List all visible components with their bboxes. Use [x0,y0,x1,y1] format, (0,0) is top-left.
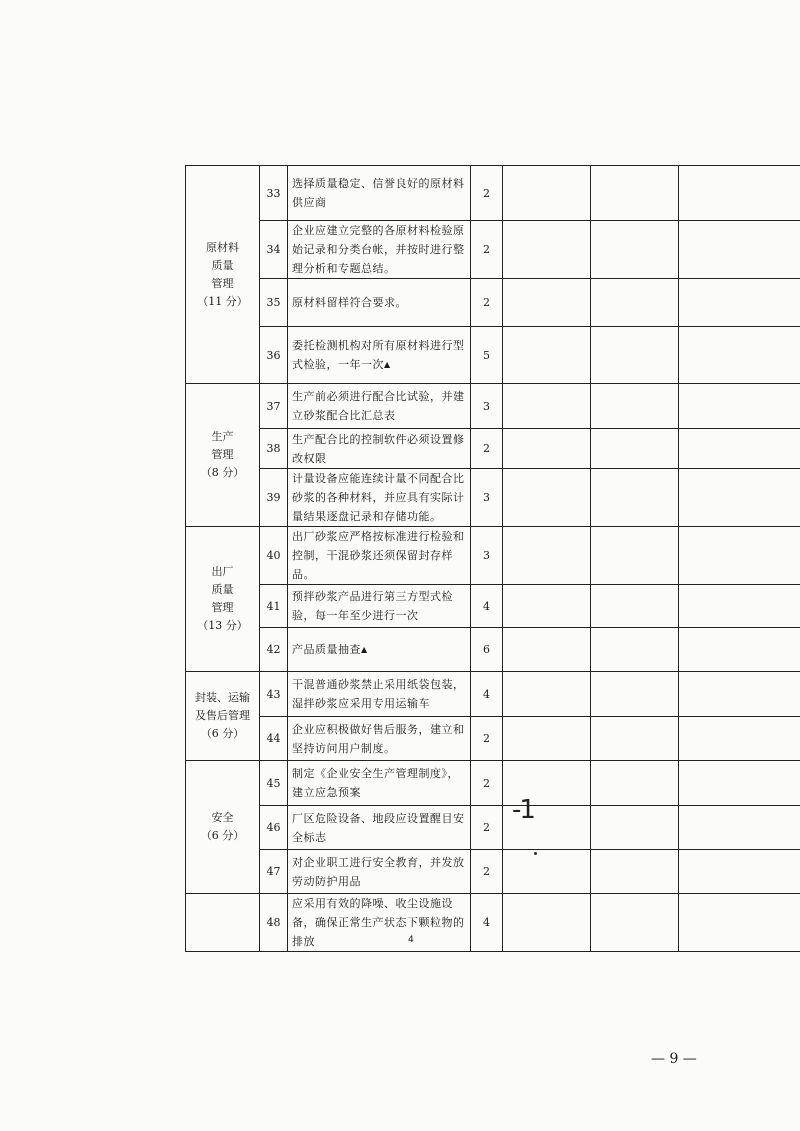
blank-cell-3 [679,672,800,717]
item-score: 4 [471,585,503,628]
handwritten-score-mark: -1 [512,795,534,825]
blank-cell-2 [591,761,679,806]
blank-cell-3 [679,806,800,850]
blank-cell-3 [679,384,800,429]
blank-cell-2 [591,894,679,952]
item-description [288,327,471,384]
item-score: 2 [471,279,503,327]
category-label: 封装、运输 [195,691,250,704]
blank-cell-1 [503,672,591,717]
blank-cell-3 [679,327,800,384]
category-label: 出厂 [211,565,234,578]
blank-cell-2 [591,806,679,850]
blank-cell-2 [591,279,679,327]
item-number: 33 [260,166,288,221]
category-label: 管理 [211,276,234,290]
blank-cell-2 [591,166,679,221]
category-raw [186,166,260,384]
category-label: （11 分） [197,294,248,308]
item-description [288,672,471,717]
item-number: 43 [260,672,288,717]
category-label: 及售后管理 [195,709,250,722]
item-description [288,279,471,327]
item-text: 生产配合比的控制软件必须设置修改权限 [292,432,465,465]
blank-cell-1 [503,429,591,469]
item-score: 5 [471,327,503,384]
item-number: 35 [260,279,288,327]
pen-dot [534,852,537,855]
category-label: 生产 [211,430,234,443]
blank-cell-1 [503,850,591,894]
blank-cell-3 [679,279,800,327]
table-row [186,628,800,672]
blank-cell-2 [591,527,679,585]
item-description [288,850,471,894]
item-text: 厂区危险设备、地段应设置醒目安全标志 [292,811,465,844]
item-text: 计量设备应能连续计量不同配合比砂浆的各种材料，并应具有实际计量结果逐盘记录和存储功能。 [292,472,465,523]
table-row [186,469,800,527]
blank-cell-1 [503,585,591,628]
item-description [288,469,471,527]
blank-cell-3 [679,585,800,628]
blank-cell-2 [591,469,679,527]
table-row [186,384,800,429]
blank-cell-3 [679,850,800,894]
category-label: 管理 [211,448,234,461]
item-number: 36 [260,327,288,384]
item-description [288,628,471,672]
item-text: 制定《企业安全生产管理制度》，建立应急预案 [292,767,459,799]
item-number: 41 [260,585,288,628]
blank-cell-2 [591,429,679,469]
table-row [186,717,800,761]
category-label: （8 分） [200,466,245,479]
category-label: 质量 [211,258,234,272]
category-label: （13 分） [197,619,248,632]
blank-cell-1 [503,384,591,429]
evaluation-table [185,165,800,952]
table-row [186,672,800,717]
blank-cell-1 [503,166,591,221]
item-description [288,806,471,850]
category-label: 原材料 [206,240,239,254]
table-row [186,527,800,585]
blank-cell-3 [679,221,800,279]
item-description [288,717,471,761]
item-description [288,527,471,585]
item-description [288,221,471,279]
item-text: 预拌砂浆产品进行第三方型式检验，每一年至少进行一次 [292,590,453,622]
item-text: 应采用有效的降噪、收尘设施设备，确保正常生产状态下颗粒物的排放 [292,897,465,948]
table-row [186,166,800,221]
item-score: 2 [471,429,503,469]
blank-cell-3 [679,166,800,221]
item-number: 44 [260,717,288,761]
page-number: 4 [408,935,414,945]
blank-cell-3 [679,717,800,761]
item-text: 选择质量稳定、信誉良好的原材料供应商 [292,177,465,209]
table-row [186,761,800,806]
blank-cell-2 [591,628,679,672]
item-text: 企业应积极做好售后服务，建立和坚持访问用户制度。 [292,722,465,755]
item-score: 3 [471,384,503,429]
category-label: 管理 [211,601,234,614]
blank-cell-3 [679,761,800,806]
table-row [186,850,800,894]
category-empty [186,894,260,952]
triangle-mark-icon: ▲ [361,645,368,654]
category-label: 质量 [211,583,234,596]
blank-cell-2 [591,672,679,717]
item-score: 2 [471,761,503,806]
item-text: 出厂砂浆应严格按标准进行检验和控制，干混砂浆还须保留封存样品。 [292,530,465,581]
item-number: 48 [260,894,288,952]
blank-cell-2 [591,327,679,384]
item-score: 3 [471,527,503,585]
item-number: 45 [260,761,288,806]
triangle-mark-icon: ▲ [384,360,391,369]
blank-cell-1 [503,894,591,952]
item-description [288,429,471,469]
item-text: 干混普通砂浆禁止采用纸袋包装，湿拌砂浆应采用专用运输车 [292,678,465,710]
item-score: 6 [471,628,503,672]
item-score: 3 [471,469,503,527]
category-label: （6 分） [200,727,245,740]
footer-page-number: — 9 — [651,1051,697,1067]
category-pack [186,672,260,761]
blank-cell-1 [503,221,591,279]
table-row [186,221,800,279]
item-number: 42 [260,628,288,672]
item-number: 37 [260,384,288,429]
blank-cell-2 [591,717,679,761]
blank-cell-3 [679,628,800,672]
item-text: 对企业职工进行安全教育，并发放劳动防护用品 [292,855,465,888]
table-row [186,279,800,327]
item-text: 原材料留样符合要求。 [292,296,407,309]
item-text: 委托检测机构对所有原材料进行型式检验，一年一次 [292,339,465,371]
item-score: 2 [471,717,503,761]
item-description [288,384,471,429]
item-number: 47 [260,850,288,894]
item-score: 2 [471,806,503,850]
blank-cell-3 [679,429,800,469]
item-text: 产品质量抽查 [292,643,361,656]
table-row [186,806,800,850]
item-description [288,894,471,952]
table-row [186,429,800,469]
blank-cell-1 [503,527,591,585]
blank-cell-1 [503,628,591,672]
table-row [186,585,800,628]
blank-cell-3 [679,894,800,952]
item-number: 39 [260,469,288,527]
item-text: 生产前必须进行配合比试验，并建立砂浆配合比汇总表 [292,390,465,422]
table-row [186,327,800,384]
category-safe [186,761,260,894]
blank-cell-1 [503,717,591,761]
item-score: 4 [471,894,503,952]
item-score: 4 [471,672,503,717]
item-number: 34 [260,221,288,279]
blank-cell-2 [591,850,679,894]
blank-cell-1 [503,279,591,327]
item-number: 46 [260,806,288,850]
item-text: 企业应建立完整的各原材料检验原始记录和分类台帐，并按时进行整理分析和专题总结。 [292,224,465,275]
table-row [186,894,800,952]
category-prod [186,384,260,527]
item-score: 2 [471,166,503,221]
item-number: 38 [260,429,288,469]
item-description [288,166,471,221]
blank-cell-2 [591,384,679,429]
category-label: （6 分） [200,829,245,842]
item-number: 40 [260,527,288,585]
item-description [288,585,471,628]
blank-cell-2 [591,221,679,279]
blank-cell-3 [679,527,800,585]
blank-cell-2 [591,585,679,628]
blank-cell-3 [679,469,800,527]
category-out [186,527,260,672]
category-label: 安全 [211,811,234,824]
item-score: 2 [471,850,503,894]
blank-cell-1 [503,327,591,384]
item-description [288,761,471,806]
item-score: 2 [471,221,503,279]
blank-cell-1 [503,469,591,527]
